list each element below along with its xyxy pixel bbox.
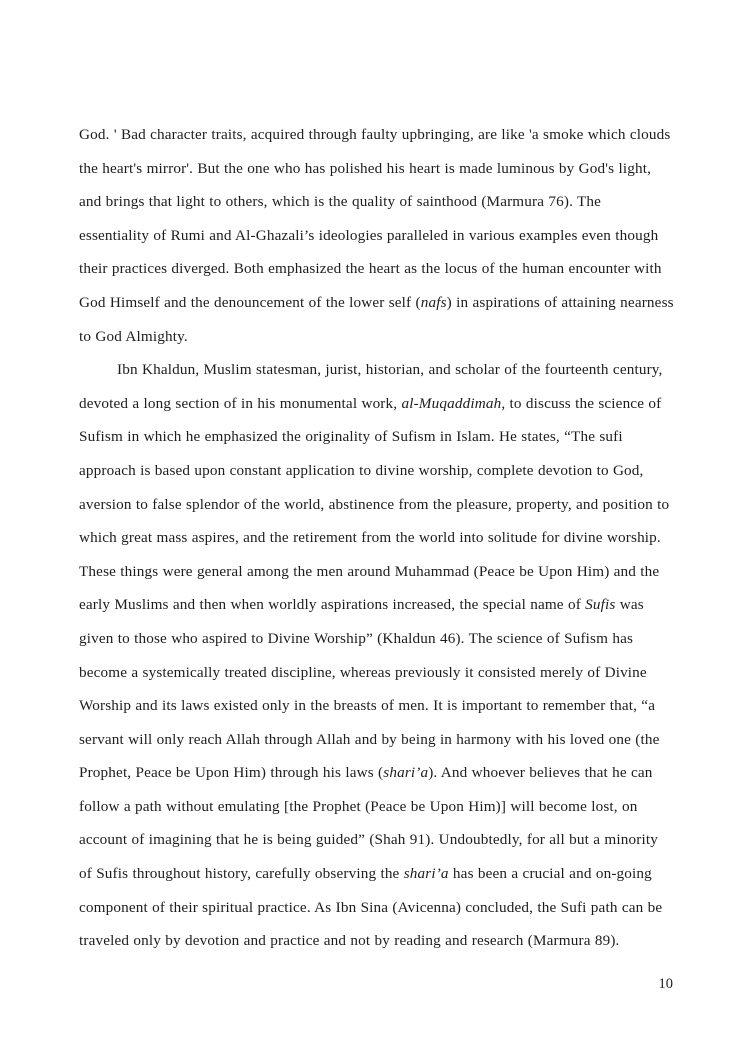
italic-term: nafs <box>420 293 447 311</box>
paragraph-1: God. ' Bad character traits, acquired through faulty upbringing, are like 'a smoke which clouds the heart's mirror'. But the one who has polished his heart is made luminous by God's light, and brings that light to others, which is the quality of sainthood (Marmura 76). The essentiality of Rumi and Al-Ghazali’s ideologies paralleled in various examples even though their practices diverged. Both emphasized the heart as the locus of the human encounter with God Himself and the denouncement of the lower self (nafs) in aspirations of attaining nearness to God Almighty. <box>79 126 674 345</box>
italic-term: al-Muqaddimah <box>401 394 502 412</box>
page-number: 10 <box>658 976 673 992</box>
paragraph-2: Ibn Khaldun, Muslim statesman, jurist, historian, and scholar of the fourteenth century, devoted a long section of in his monumental work, al-Muqaddimah, to discuss the science of Sufism in which he emphasized the originality of Sufism in Islam. He states, “The sufi approach is based upon constant application to divine worship, complete devotion to God, aversion to false splendor of the world, abstinence from the pleasure, property, and position to which great mass aspires, and the retirement from the world into solitude for divine worship. These things were general among the men around Muhammad (Peace be Upon Him) and the early Muslims and then when worldly aspirations increased, the special name of Sufis was given to those who aspired to Divine Worship” (Khaldun 46). The science of Sufism has become a systemically treated discipline, whereas previously it consisted merely of Divine Worship and its laws existed only in the breasts of men. It is important to remember that, “a servant will only reach Allah through Allah and by being in harmony with his loved one (the Prophet, Peace be Upon Him) through his laws (shari’a). And whoever believes that he can follow a path without emulating [the Prophet (Peace be Upon Him)] will become lost, on account of imagining that he is being guided” (Shah 91). Undoubtedly, for all but a minority of Sufis throughout history, carefully observing the shari’a has been a crucial and on-going component of their spiritual practice. As Ibn Sina (Avicenna) concluded, the Sufi path can be traveled only by devotion and practice and not by reading and research (Marmura 89). <box>79 361 670 950</box>
italic-term: Sufis <box>585 596 616 614</box>
italic-term: shari’a <box>403 865 449 883</box>
italic-term: shari’a <box>383 764 429 782</box>
page-body-text <box>79 118 675 958</box>
